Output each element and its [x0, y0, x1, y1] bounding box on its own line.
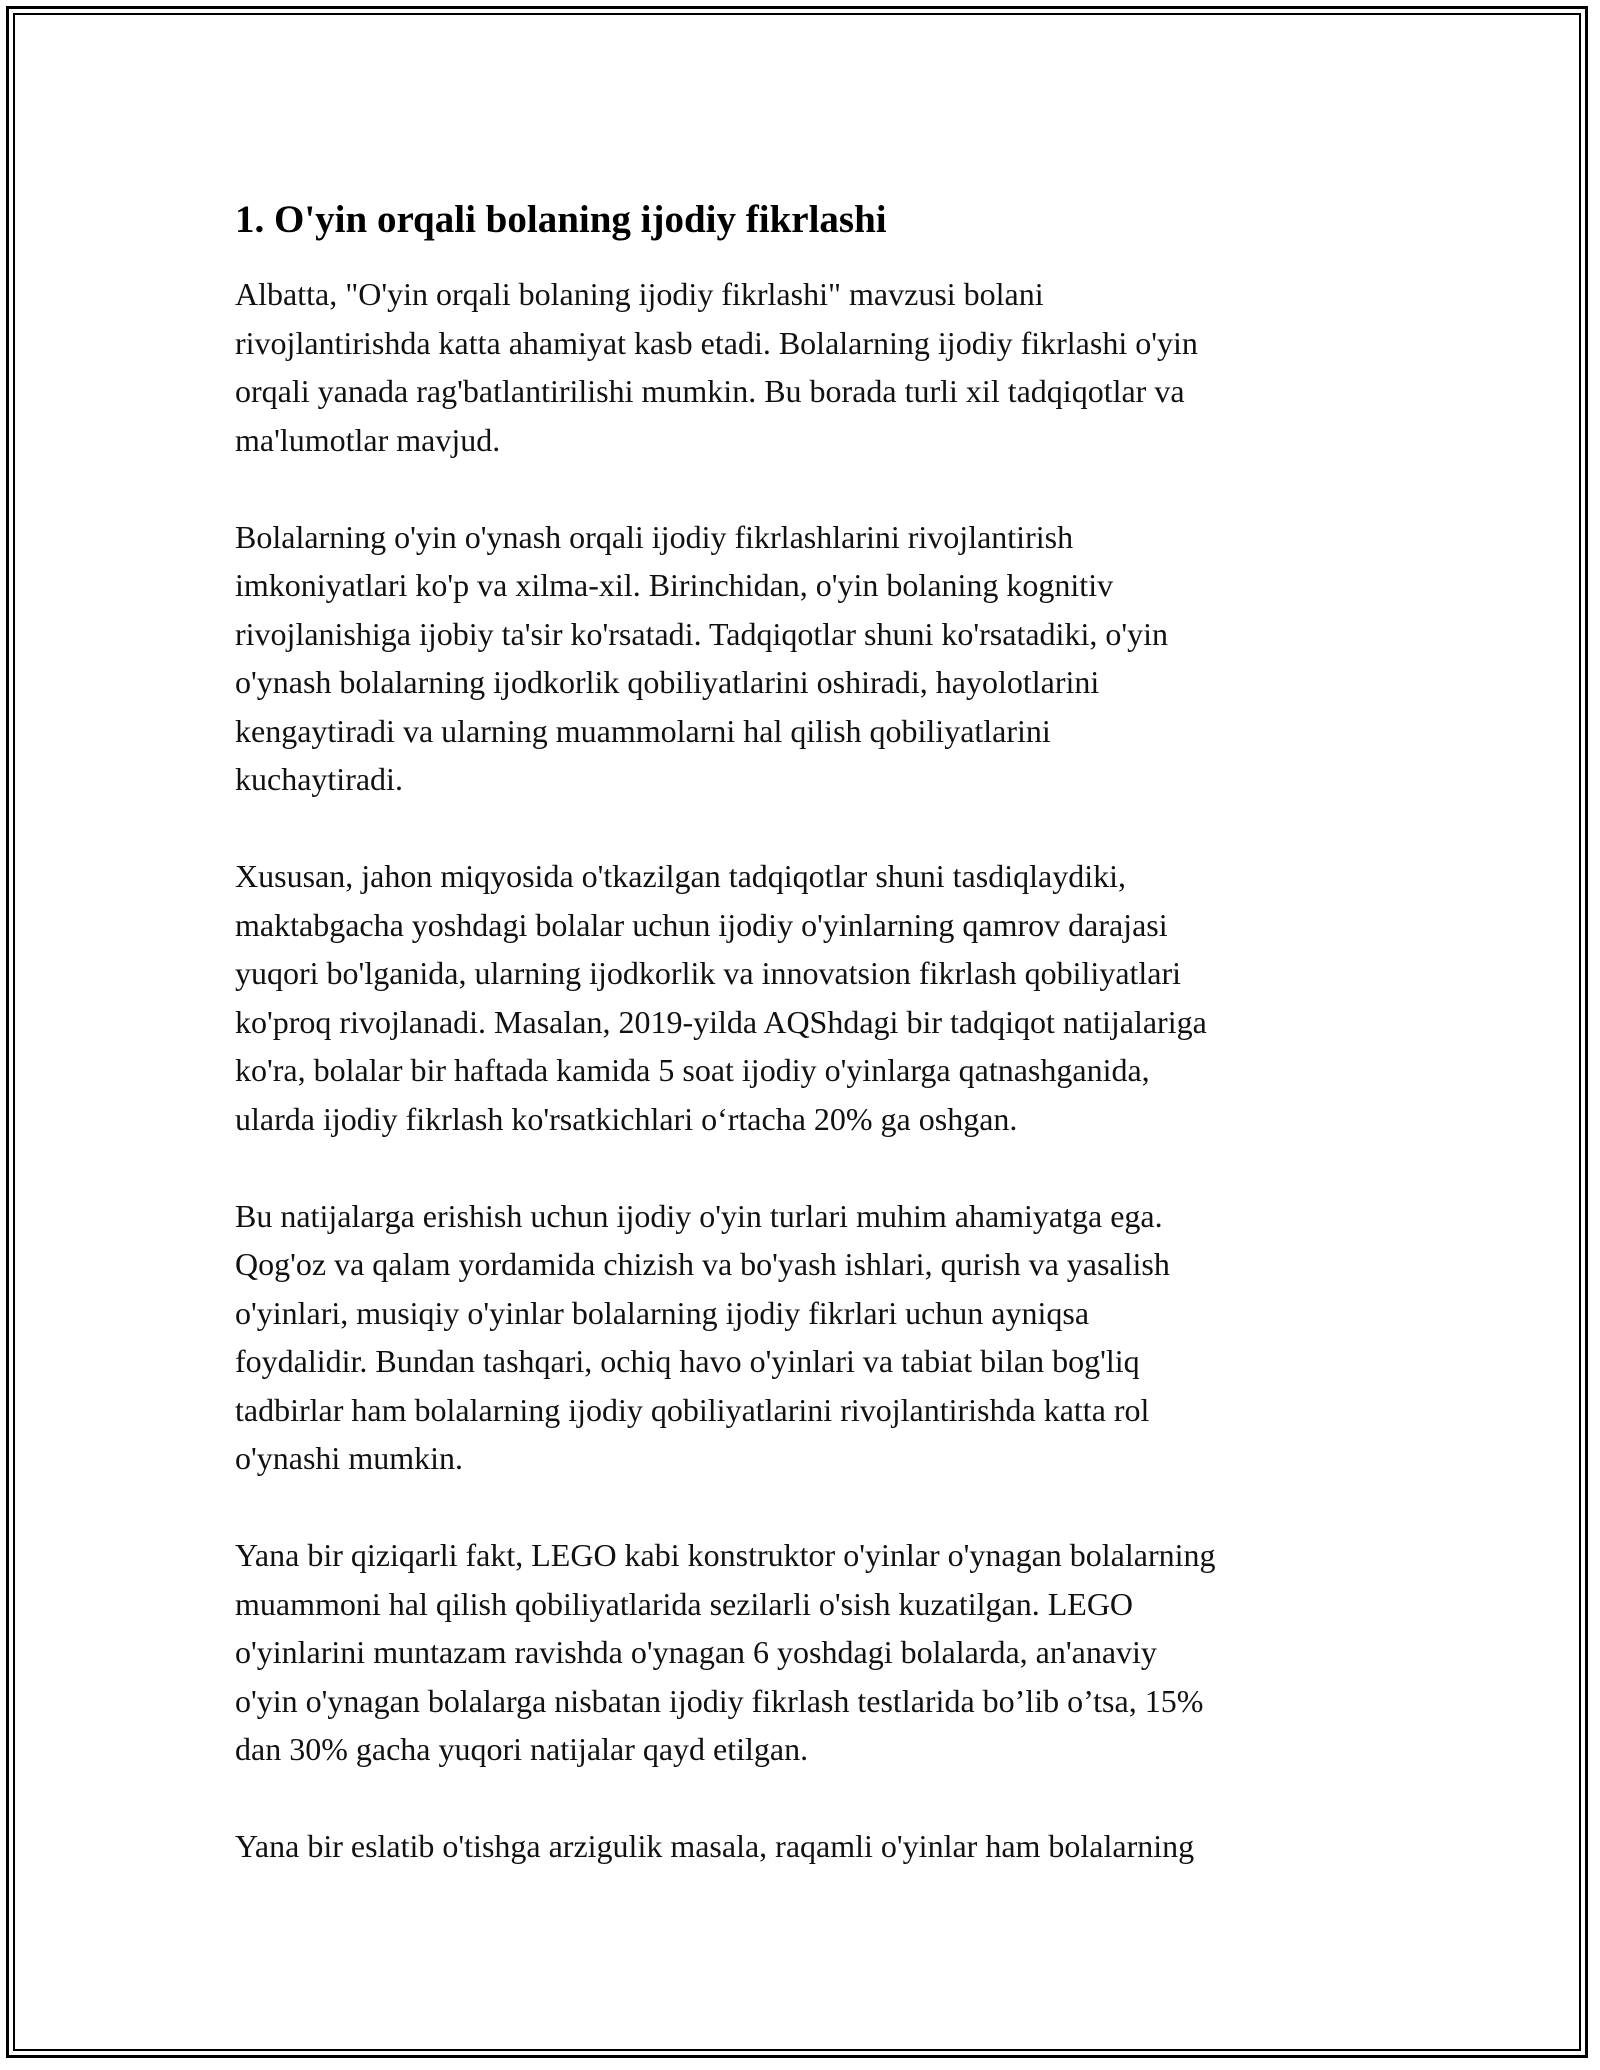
paragraph-line: o'ynash bolalarning ijodkorlik qobiliyatlarini oshiradi, hayolotlarini [235, 664, 1100, 700]
paragraph-line: ko'ra, bolalar bir haftada kamida 5 soat ijodiy o'yinlarga qatnashganida, [235, 1052, 1150, 1088]
paragraph-list [230, 270, 1410, 1871]
paragraph-line: imkoniyatlari ko'p va xilma-xil. Birinchidan, o'yin bolaning kognitiv [235, 567, 1114, 603]
paragraph [235, 852, 1375, 1143]
paragraph-line: Yana bir eslatib o'tishga arzigulik masala, raqamli o'yinlar ham bolalarning [235, 1828, 1195, 1864]
paragraph-line: o'yin o'ynagan bolalarga nisbatan ijodiy fikrlash testlarida bo’lib o’tsa, 15% [235, 1682, 1204, 1719]
paragraph-line: o'ynashi mumkin. [235, 1440, 463, 1476]
paragraph [235, 1531, 1375, 1774]
paragraph-line: Qog'oz va qalam yordamida chizish va bo'yash ishlari, qurish va yasalish [235, 1246, 1170, 1282]
paragraph-line: dan 30% gacha yuqori natijalar qayd etilgan. [235, 1731, 809, 1767]
paragraph [235, 513, 1375, 804]
paragraph [235, 1822, 1375, 1871]
paragraph-line: yuqori bo'lganida, ularning ijodkorlik va innovatsion fikrlash qobiliyatlari [235, 955, 1182, 991]
paragraph [235, 270, 1375, 464]
paragraph-line: Yana bir qiziqarli fakt, LEGO kabi konstruktor o'yinlar o'ynagan bolalarning [235, 1537, 1216, 1573]
paragraph-line: kengaytiradi va ularning muammolarni hal qilish qobiliyatlarini [235, 712, 1051, 749]
paragraph-line: Albatta, "O'yin orqali bolaning ijodiy fikrlashi" mavzusi bolani [235, 276, 1044, 312]
paragraph-line: kuchaytiradi. [235, 761, 403, 797]
paragraph-line: Bu natijalarga erishish uchun ijodiy o'yin turlari muhim ahamiyatga ega. [235, 1197, 1163, 1234]
paragraph-line: rivojlanishiga ijobiy ta'sir ko'rsatadi. Tadqiqotlar shuni ko'rsatadiki, o'yin [235, 615, 1168, 652]
document-body [230, 180, 1410, 1919]
paragraph-line: Xususan, jahon miqyosida o'tkazilgan tadqiqotlar shuni tasdiqlaydiki, [235, 858, 1126, 894]
paragraph [235, 1192, 1375, 1483]
paragraph-line: tadbirlar ham bolalarning ijodiy qobiliyatlarini rivojlantirishda katta rol [235, 1391, 1150, 1428]
paragraph-line: Bolalarning o'yin o'ynash orqali ijodiy fikrlashlarini rivojlantirish [235, 518, 1074, 555]
paragraph-line: o'yinlari, musiqiy o'yinlar bolalarning ijodiy fikrlari uchun ayniqsa [235, 1294, 1090, 1331]
page-title: 1. O'yin orqali bolaning ijodiy fikrlashi [235, 198, 887, 241]
paragraph-line: foydalidir. Bundan tashqari, ochiq havo o'yinlari va tabiat bilan bog'liq [235, 1343, 1140, 1379]
paragraph-line: orqali yanada rag'batlantirilishi mumkin. Bu borada turli xil tadqiqotlar va [235, 373, 1185, 409]
paragraph-line: ma'lumotlar mavjud. [235, 421, 501, 458]
paragraph-line: rivojlantirishda katta ahamiyat kasb etadi. Bolalarning ijodiy fikrlashi o'yin [235, 324, 1198, 361]
paragraph-line: ko'proq rivojlanadi. Masalan, 2019-yilda AQShdagi bir tadqiqot natijalariga [235, 1003, 1207, 1040]
paragraph-line: maktabgacha yoshdagi bolalar uchun ijodiy o'yinlarning qamrov darajasi [235, 906, 1168, 943]
paragraph-line: muammoni hal qilish qobiliyatlarida sezilarli o'sish kuzatilgan. LEGO [235, 1585, 1134, 1622]
paragraph-line: o'yinlarini muntazam ravishda o'ynagan 6 yoshdagi bolalarda, an'anaviy [235, 1634, 1157, 1670]
paragraph-line: ularda ijodiy fikrlash ko'rsatkichlari o‘rtacha 20% ga oshgan. [235, 1100, 1018, 1137]
